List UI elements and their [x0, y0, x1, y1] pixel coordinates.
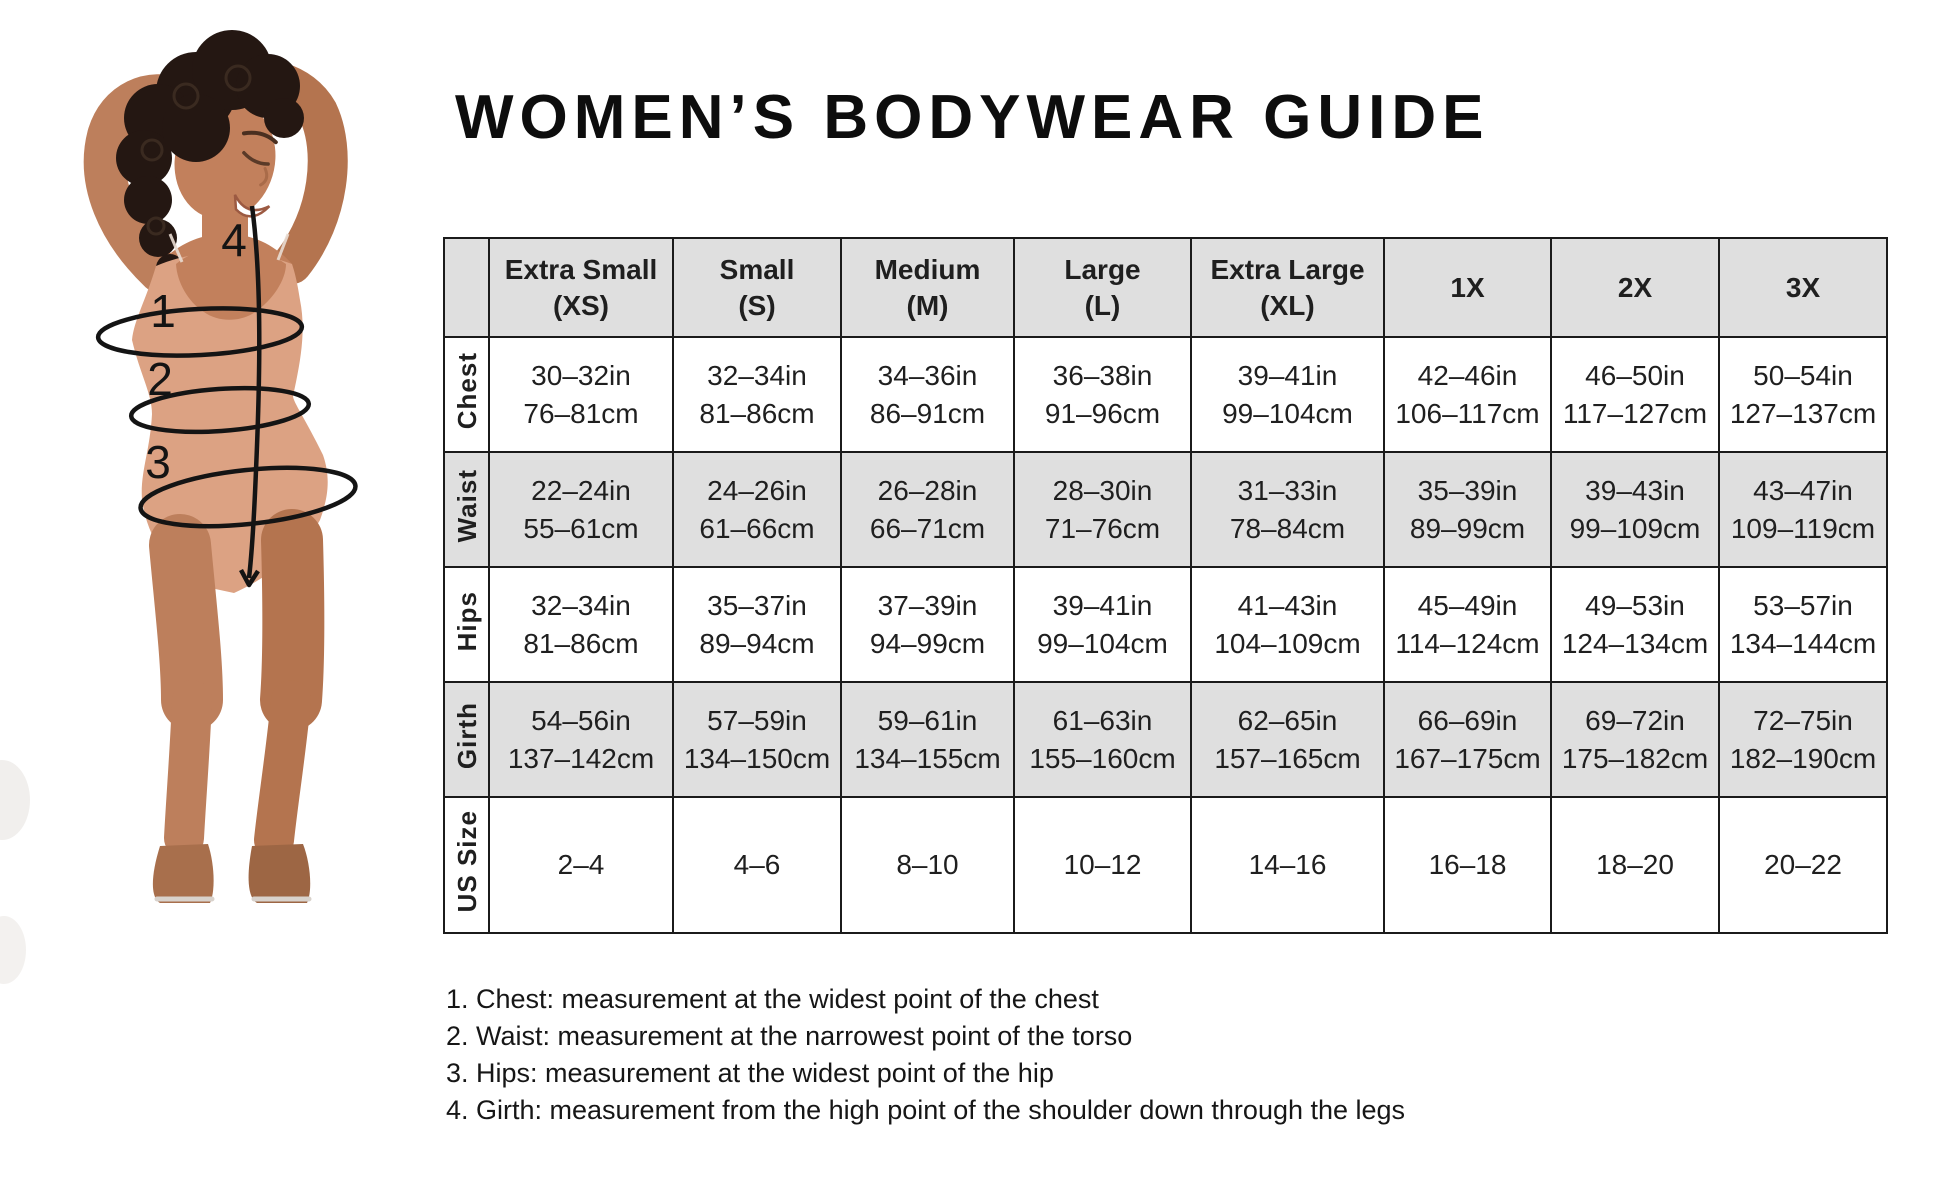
- column-header: 3X: [1719, 238, 1887, 337]
- size-cell: 28–30in 71–76cm: [1014, 452, 1191, 567]
- size-cell: 39–41in 99–104cm: [1014, 567, 1191, 682]
- table-row: [444, 337, 1887, 452]
- column-header: 1X: [1384, 238, 1551, 337]
- backdrop-shadow: [0, 760, 30, 840]
- size-cell: 8–10: [841, 797, 1014, 933]
- girth-measure-label: 4: [221, 214, 247, 266]
- note-hips: 3. Hips: measurement at the widest point of the hip: [446, 1058, 1054, 1088]
- size-cell: 37–39in 94–99cm: [841, 567, 1014, 682]
- size-cell: 2–4: [489, 797, 673, 933]
- row-header: Chest: [444, 337, 489, 452]
- size-cell: 57–59in 134–150cm: [673, 682, 841, 797]
- table-row: [444, 682, 1887, 797]
- size-cell: 45–49in 114–124cm: [1384, 567, 1551, 682]
- size-cell: 42–46in 106–117cm: [1384, 337, 1551, 452]
- row-header: US Size: [444, 797, 489, 933]
- model-figure: [0, 0, 442, 1184]
- size-cell: 34–36in 86–91cm: [841, 337, 1014, 452]
- row-header: Hips: [444, 567, 489, 682]
- size-cell: 41–43in 104–109cm: [1191, 567, 1384, 682]
- measurement-notes: [446, 981, 1405, 1129]
- size-cell: 46–50in 117–127cm: [1551, 337, 1719, 452]
- size-cell: 10–12: [1014, 797, 1191, 933]
- column-header: Extra Large (XL): [1191, 238, 1384, 337]
- size-cell: 24–26in 61–66cm: [673, 452, 841, 567]
- table-row: [444, 452, 1887, 567]
- backdrop-shadow: [0, 916, 26, 984]
- size-cell: 66–69in 167–175cm: [1384, 682, 1551, 797]
- table-row: [444, 567, 1887, 682]
- hips-measure-label: 3: [145, 436, 171, 488]
- row-header: Girth: [444, 682, 489, 797]
- size-cell: 32–34in 81–86cm: [489, 567, 673, 682]
- size-cell: 39–41in 99–104cm: [1191, 337, 1384, 452]
- table-row: [444, 797, 1887, 933]
- column-header: Large (L): [1014, 238, 1191, 337]
- size-cell: 62–65in 157–165cm: [1191, 682, 1384, 797]
- size-cell: 32–34in 81–86cm: [673, 337, 841, 452]
- size-cell: 53–57in 134–144cm: [1719, 567, 1887, 682]
- size-cell: 14–16: [1191, 797, 1384, 933]
- table-corner-cell: [444, 238, 489, 337]
- size-cell: 43–47in 109–119cm: [1719, 452, 1887, 567]
- jazz-shoes: [153, 844, 310, 903]
- size-cell: 4–6: [673, 797, 841, 933]
- size-cell: 30–32in 76–81cm: [489, 337, 673, 452]
- model-illustration: [0, 0, 442, 1184]
- size-cell: 35–39in 89–99cm: [1384, 452, 1551, 567]
- size-cell: 50–54in 127–137cm: [1719, 337, 1887, 452]
- chest-measure-label: 1: [150, 285, 176, 337]
- size-cell: 39–43in 99–109cm: [1551, 452, 1719, 567]
- size-cell: 61–63in 155–160cm: [1014, 682, 1191, 797]
- size-cell: 49–53in 124–134cm: [1551, 567, 1719, 682]
- size-cell: 54–56in 137–142cm: [489, 682, 673, 797]
- size-cell: 59–61in 134–155cm: [841, 682, 1014, 797]
- column-header: Medium (M): [841, 238, 1014, 337]
- note-girth: 4. Girth: measurement from the high point of the shoulder down through the legs: [446, 1095, 1406, 1125]
- waist-measure-label: 2: [147, 353, 173, 405]
- size-cell: 26–28in 66–71cm: [841, 452, 1014, 567]
- size-cell: 20–22: [1719, 797, 1887, 933]
- note-chest: 1. Chest: measurement at the widest point of the chest: [446, 984, 1099, 1014]
- size-cell: 69–72in 175–182cm: [1551, 682, 1719, 797]
- size-cell: 18–20: [1551, 797, 1719, 933]
- column-header: 2X: [1551, 238, 1719, 337]
- size-cell: 36–38in 91–96cm: [1014, 337, 1191, 452]
- size-cell: 31–33in 78–84cm: [1191, 452, 1384, 567]
- row-header: Waist: [444, 452, 489, 567]
- column-header: Small (S): [673, 238, 841, 337]
- size-cell: 35–37in 89–94cm: [673, 567, 841, 682]
- size-cell: 16–18: [1384, 797, 1551, 933]
- size-cell: 22–24in 55–61cm: [489, 452, 673, 567]
- column-header: Extra Small (XS): [489, 238, 673, 337]
- size-table: [443, 237, 1888, 934]
- page-title: WOMEN’S BODYWEAR GUIDE: [455, 83, 1490, 152]
- size-cell: 72–75in 182–190cm: [1719, 682, 1887, 797]
- note-waist: 2. Waist: measurement at the narrowest point of the torso: [446, 1021, 1133, 1051]
